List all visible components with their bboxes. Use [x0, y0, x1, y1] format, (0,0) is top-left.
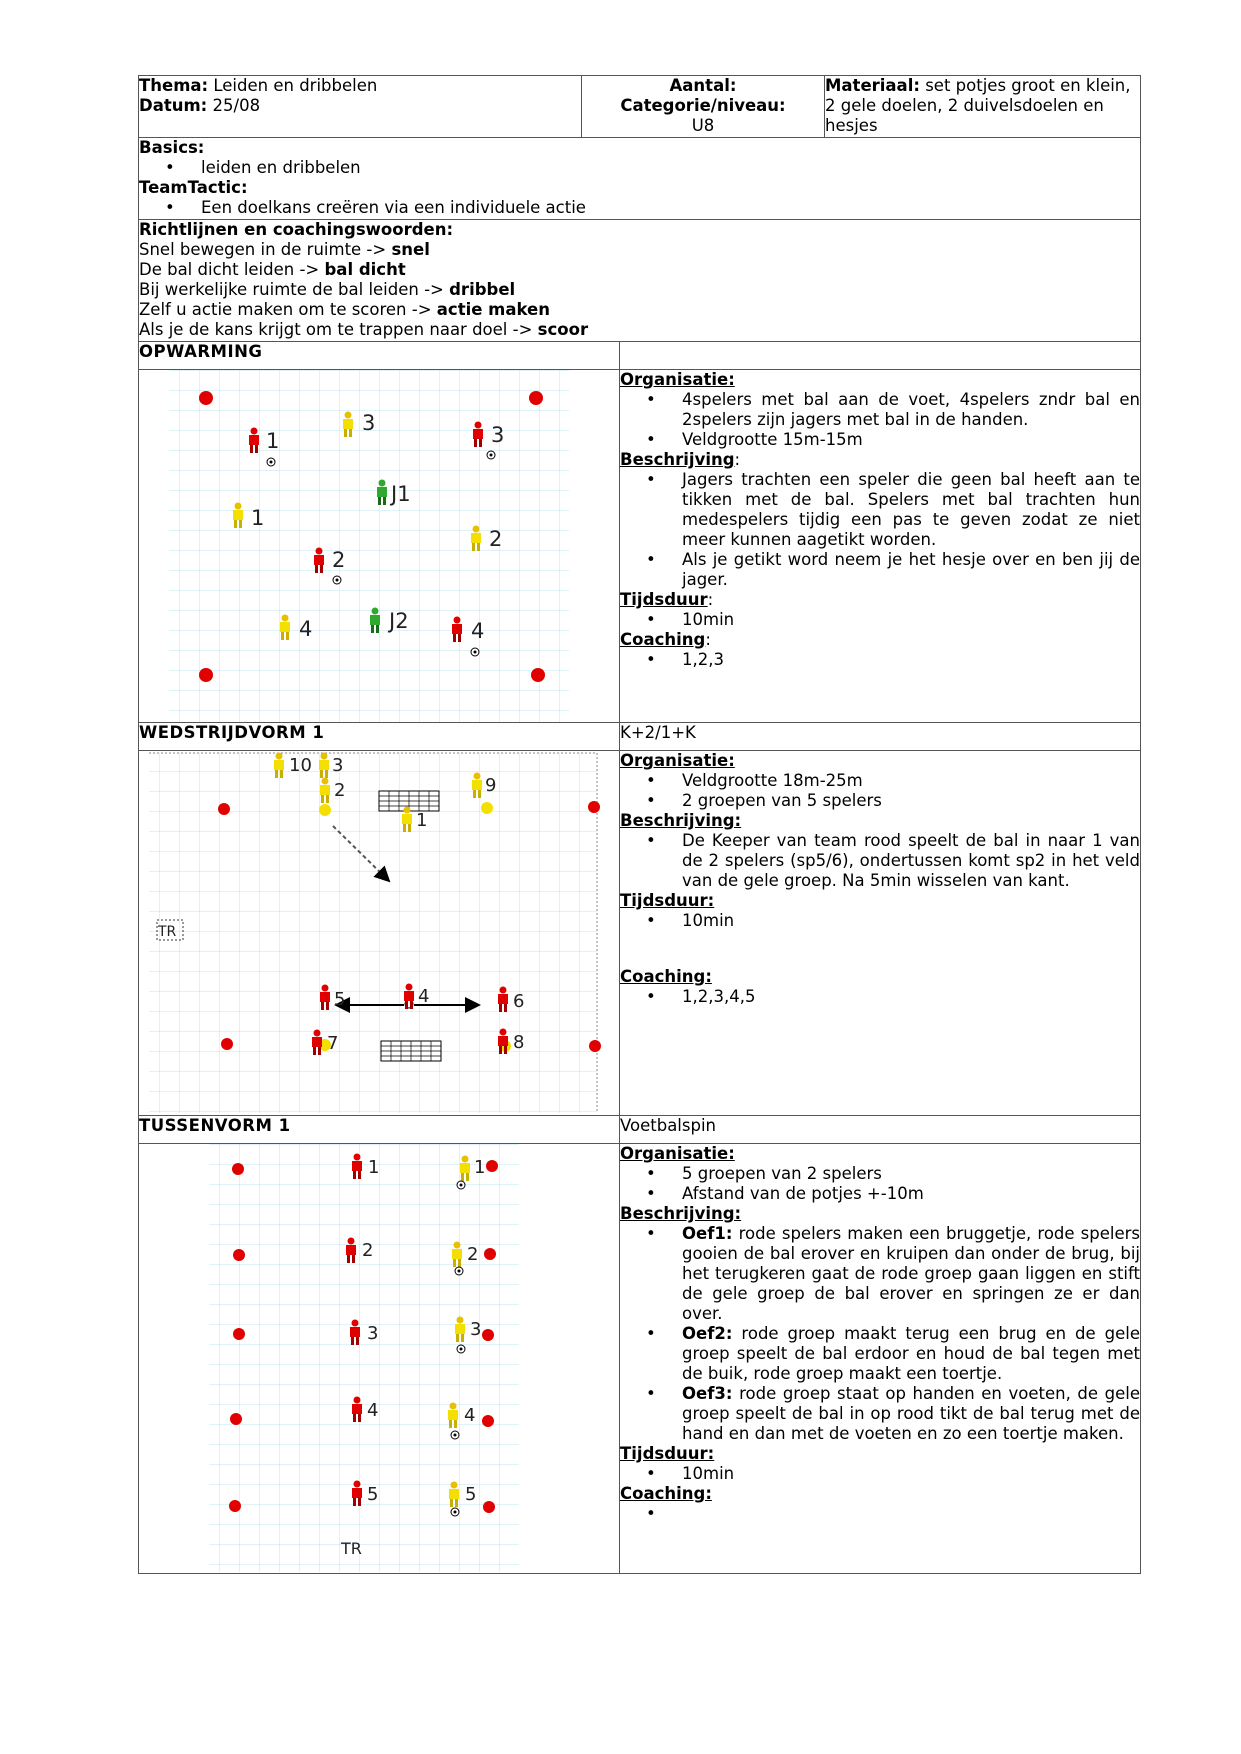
thema-label: Thema: — [139, 76, 209, 95]
basics-cell — [139, 138, 1141, 220]
cone — [232, 1163, 244, 1175]
player-label: 5 — [465, 1484, 477, 1505]
wedstrijdvorm-title: WEDSTRIJDVORM 1 — [139, 723, 620, 751]
beschrijving-label: Beschrijving: — [620, 811, 742, 830]
player-label: 1 — [474, 1157, 486, 1178]
aantal-label: Aantal: — [669, 76, 737, 95]
coaching-item: • 1,2,3,4,5 — [682, 987, 1140, 1007]
player-label: 1 — [416, 810, 428, 831]
training-sheet — [138, 75, 1140, 1574]
thema-cell — [139, 76, 582, 138]
opwarming-diagram-cell — [139, 370, 620, 723]
player-label: 4 — [367, 1400, 379, 1421]
player-label: 4 — [418, 986, 430, 1007]
cone — [233, 1249, 245, 1261]
richtlijnen-label: Richtlijnen en coachingswoorden: — [139, 220, 454, 239]
ball — [471, 648, 479, 656]
player-label: 2 — [332, 548, 346, 572]
player-label: 2 — [334, 780, 346, 801]
richtlijn-line: Bij werkelijke ruimte de bal leiden -> dribbel — [139, 280, 516, 299]
tussenvorm-diagram — [139, 1144, 619, 1572]
cone — [483, 1501, 495, 1513]
beschrijving-item: • Oef2: rode groep maakt terug een brug en de gele groep speelt de bal erdoor en houd de bal tegen met de buik, rode groep maakt een toertje. — [682, 1324, 1140, 1384]
organisatie-label: Organisatie: — [620, 370, 735, 389]
wedstrijdvorm-desc — [620, 751, 1141, 1116]
tijdsduur-item: • 10min — [682, 911, 1140, 931]
teamtactic-item: • Een doelkans creëren via een individuele actie — [201, 198, 1140, 218]
categorie-label: Categorie/niveau: — [620, 96, 786, 115]
cone — [199, 391, 213, 405]
organisatie-item: • 5 groepen van 2 spelers — [682, 1164, 1140, 1184]
trainer-label: TR — [341, 1539, 362, 1558]
categorie-value: U8 — [691, 116, 715, 135]
thema-value: Leiden en dribbelen — [213, 76, 378, 95]
player-label: 2 — [467, 1244, 479, 1265]
organisatie-item: • Veldgrootte 18m-25m — [682, 771, 1140, 791]
player-label: 4 — [299, 617, 313, 641]
coaching-label: Coaching: — [620, 1484, 712, 1503]
player-label: 3 — [367, 1323, 379, 1344]
organisatie-label: Organisatie: — [620, 751, 735, 770]
tijdsduur-item: • 10min — [682, 1464, 1140, 1484]
opwarming-title: OPWARMING — [139, 342, 620, 370]
richtlijnen-cell — [139, 220, 1141, 342]
cone — [484, 1248, 496, 1260]
cone — [230, 1413, 242, 1425]
player-label: 3 — [362, 411, 376, 435]
player-label: 8 — [513, 1032, 525, 1053]
organisatie-item: • 2 groepen van 5 spelers — [682, 791, 1140, 811]
teamtactic-label: TeamTactic: — [139, 178, 248, 197]
beschrijving-item: • Jagers trachten een speler die geen bal heeft aan te tikken met de bal. Spelers met bal trachten hun medespelers tijdig een pas te geven zodat ze niet meer kunnen aagetikt worden. — [682, 470, 1140, 550]
field-grid — [149, 753, 597, 1113]
organisatie-label: Organisatie: — [620, 1144, 735, 1163]
player-label: 4 — [471, 619, 485, 643]
player-label: J2 — [389, 609, 409, 633]
ball — [455, 1267, 463, 1275]
basics-label: Basics: — [139, 138, 205, 157]
tijdsduur-item: • 10min — [682, 610, 1140, 630]
tijdsduur-label: Tijdsduur — [620, 590, 708, 609]
tussenvorm-diagram-cell — [139, 1144, 620, 1574]
wedstrijdvorm-subtitle: K+2/1+K — [620, 723, 1141, 751]
cone — [588, 801, 600, 813]
cone — [233, 1328, 245, 1340]
cone — [229, 1500, 241, 1512]
richtlijn-line: De bal dicht leiden -> bal dicht — [139, 260, 406, 279]
opwarming-diagram — [139, 370, 619, 722]
ball — [451, 1508, 459, 1516]
opwarming-subtitle — [620, 342, 1141, 370]
cone — [199, 668, 213, 682]
player-label: 6 — [513, 991, 525, 1012]
beschrijving-label: Beschrijving: — [620, 1204, 742, 1223]
player-label: 4 — [464, 1405, 476, 1426]
opwarming-desc: Organisatie: • 4spelers met bal aan de voet, 4spelers zndr bal en 2spelers zijn jagers met bal in de handen. • Veldgrootte 15m-15m Beschrijving: • Jagers trachten een speler die geen bal heeft aan te tikken met de bal. Spelers met bal trachten hun medespelers tijdig een pas te geven zodat ze niet meer kunnen aagetikt worden. • Als je getikt word neem je het hesje over en ben jij de jager. Tijdsduur: • 10min Coaching: • 1,2,3 — [620, 370, 1141, 723]
ball — [267, 458, 275, 466]
tussenvorm-subtitle: Voetbalspin — [620, 1116, 1141, 1144]
materiaal-label: Materiaal: — [825, 76, 920, 95]
aantal-cell — [582, 76, 825, 138]
player-label: J1 — [391, 482, 411, 506]
player-label: 1 — [368, 1157, 380, 1178]
cone — [531, 668, 545, 682]
yellow-cone — [481, 802, 493, 814]
player-label: 10 — [289, 755, 312, 776]
coaching-label: Coaching: — [620, 967, 712, 986]
player-label: 5 — [367, 1484, 379, 1505]
wedstrijdvorm-diagram — [139, 751, 619, 1115]
yellow-cone — [319, 804, 331, 816]
beschrijving-label: Beschrijving — [620, 450, 735, 469]
cone — [482, 1415, 494, 1427]
ball — [457, 1181, 465, 1189]
trainer-label: TR — [158, 924, 177, 940]
cone — [486, 1160, 498, 1172]
coaching-item: • 1,2,3 — [682, 650, 1140, 670]
tijdsduur-label: Tijdsduur: — [620, 1444, 715, 1463]
beschrijving-item: • Oef1: rode spelers maken een bruggetje, rode spelers gooien de bal erover en kruipen dan onder de brug, bij het terugkeren gaat de rode groep gaan liggen en stift de gele groep de bal erover en springen ze er dan over. — [682, 1224, 1140, 1324]
player-label: 3 — [491, 423, 505, 447]
beschrijving-item: • De Keeper van team rood speelt de bal in naar 1 van de 2 spelers (sp5/6), ondertussen komt sp2 in het veld van de gele groep. Na 5min wisselen van kant. — [682, 831, 1140, 891]
tussenvorm-desc — [620, 1144, 1141, 1574]
field-grid — [209, 1144, 519, 1572]
cone — [589, 1040, 601, 1052]
tussenvorm-title: TUSSENVORM 1 — [139, 1116, 620, 1144]
player-label: 5 — [334, 989, 346, 1010]
teamtactic-list — [139, 198, 1140, 218]
ball — [457, 1345, 465, 1353]
organisatie-item: • 4spelers met bal aan de voet, 4spelers zndr bal en 2spelers zijn jagers met bal in de handen. — [682, 390, 1140, 430]
basics-item: • leiden en dribbelen — [201, 158, 1140, 178]
organisatie-item: • Veldgrootte 15m-15m — [682, 430, 1140, 450]
player-label: 7 — [327, 1033, 339, 1054]
materiaal-value: set potjes groot en klein, 2 gele doelen, 2 duivelsdoelen en hesjes — [825, 76, 1131, 135]
organisatie-item: • Afstand van de potjes +-10m — [682, 1184, 1140, 1204]
player-label: 1 — [266, 429, 280, 453]
ball — [487, 451, 495, 459]
tijdsduur-label: Tijdsduur: — [620, 891, 715, 910]
datum-value: 25/08 — [212, 96, 261, 115]
materiaal-cell — [825, 76, 1141, 138]
cone — [482, 1329, 494, 1341]
ball — [451, 1431, 459, 1439]
ball — [333, 576, 341, 584]
cone — [221, 1038, 233, 1050]
training-table — [138, 75, 1141, 1574]
player-label: 3 — [470, 1319, 482, 1340]
datum-label: Datum: — [139, 96, 208, 115]
coaching-label: Coaching — [620, 630, 706, 649]
cone — [529, 391, 543, 405]
richtlijn-line: Snel bewegen in de ruimte -> snel — [139, 240, 430, 259]
richtlijn-line: Zelf u actie maken om te scoren -> actie maken — [139, 300, 550, 319]
richtlijn-line: Als je de kans krijgt om te trappen naar doel -> scoor — [139, 320, 589, 339]
basics-list — [139, 158, 1140, 178]
wedstrijdvorm-diagram-cell — [139, 751, 620, 1116]
player-label: 3 — [332, 755, 344, 776]
player-label: 1 — [251, 506, 265, 530]
player-label: 2 — [489, 527, 503, 551]
cone — [218, 803, 230, 815]
player-label: 2 — [362, 1240, 374, 1261]
beschrijving-item: • Oef3: rode groep staat op handen en voeten, de gele groep speelt de bal in op rood tikt de bal terug met de hand en dan met de voeten en zo een toertje maken. — [682, 1384, 1140, 1444]
player-label: 9 — [485, 775, 497, 796]
beschrijving-item: • Als je getikt word neem je het hesje over en ben jij de jager. — [682, 550, 1140, 590]
